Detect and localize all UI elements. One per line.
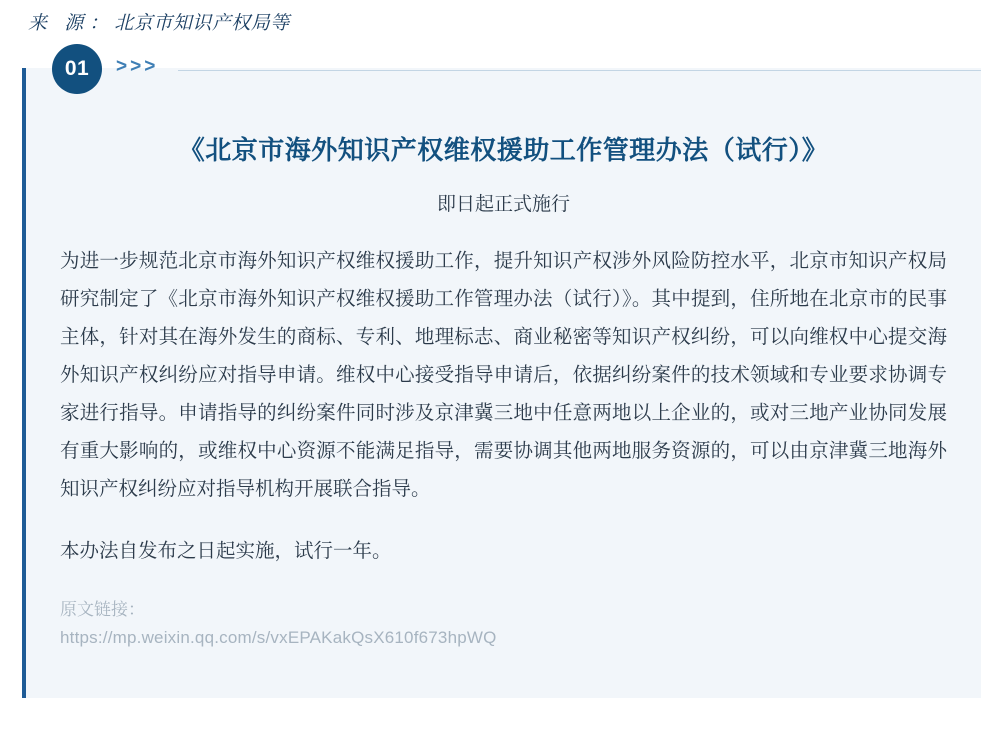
header-divider xyxy=(178,70,981,71)
source-value: 北京市知识产权局等 xyxy=(114,13,290,34)
page-title: 《北京市海外知识产权维权援助工作管理办法（试行）》 xyxy=(178,135,829,165)
source-label: 来 源： xyxy=(28,13,115,34)
source-line xyxy=(28,8,290,35)
body-paragraph-2: 本办法自发布之日起实施，试行一年。 xyxy=(60,540,392,562)
source-link-block xyxy=(60,596,947,652)
body-paragraph-1: 为进一步规范北京市海外知识产权维权援助工作，提升知识产权涉外风险防控水平，北京市知识产权局研究制定了《北京市海外知识产权维权援助工作管理办法（试行）》。其中提到，住所地在北京市的民事主体，针对其在海外发生的商标、专利、地理标志、商业秘密等知识产权纠纷，可以向维权中心提交海外知识产权纠纷应对指导申请。维权中心接受指导申请后，依据纠纷案件的技术领域和专业要求协调专家进行指导。申请指导的纠纷案件同时涉及京津冀三地中任意两地以上企业的，或对三地产业协同发展有重大影响的，或维权中心资源不能满足指导，需要协调其他两地服务资源的，可以由京津冀三地海外知识产权纠纷应对指导机构开展联合指导。 xyxy=(60,250,947,500)
source-link-label: 原文链接： xyxy=(60,600,145,619)
card-content xyxy=(26,118,981,652)
page-subtitle: 即日起正式施行 xyxy=(436,194,570,215)
section-number-badge: 01 xyxy=(52,44,102,94)
chevron-right-icon: >>> xyxy=(116,56,159,77)
article-card xyxy=(22,56,981,698)
source-link-url[interactable]: https://mp.weixin.qq.com/s/vxEPAKakQsX610f673hpWQ xyxy=(60,628,497,647)
